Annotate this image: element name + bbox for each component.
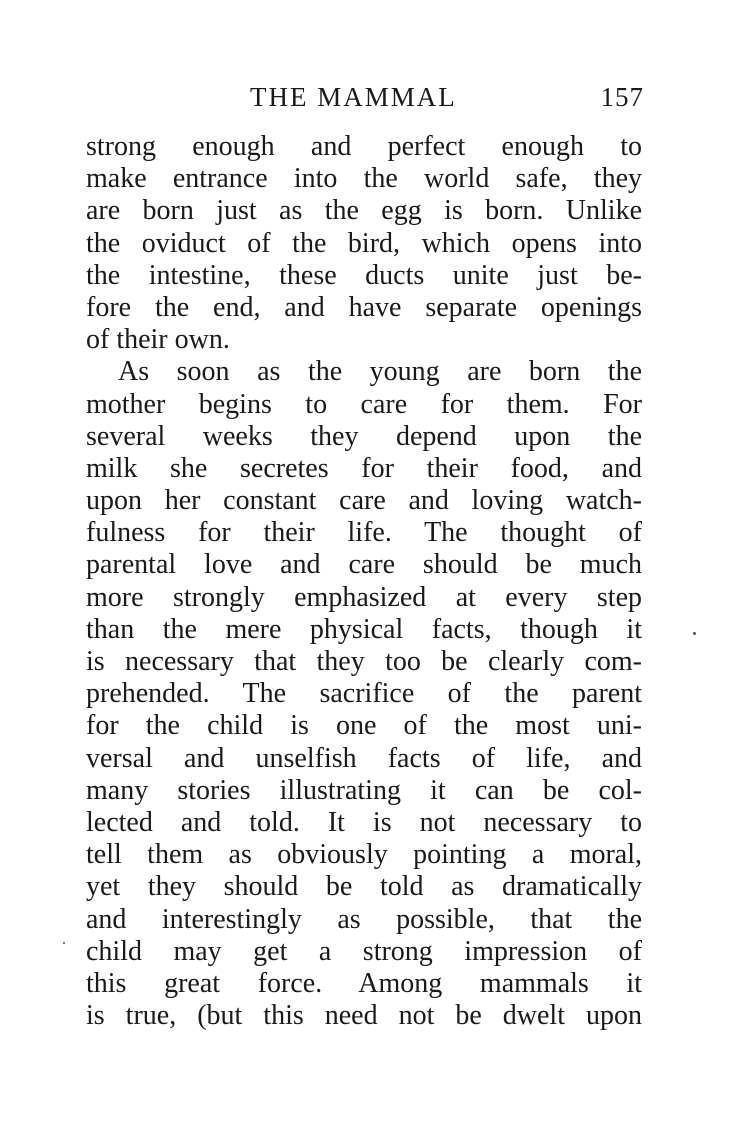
- text-line: is necessary that they too be clearly com-: [86, 646, 642, 677]
- text-line: than the mere physical facts, though it: [86, 613, 642, 645]
- text-line: are born just as the egg is born. Unlike: [86, 195, 642, 227]
- text-line: fore the end, and have separate openings: [86, 291, 642, 323]
- text-line: several weeks they depend upon the: [86, 420, 642, 452]
- body-text: [86, 131, 642, 1032]
- text-line: the intestine, these ducts unite just be-: [86, 259, 642, 291]
- text-line: mother begins to care for them. For: [86, 388, 642, 420]
- ink-speck: [693, 632, 696, 635]
- text-line: and interestingly as possible, that the: [86, 903, 642, 935]
- text-line: upon her constant care and loving watch-: [86, 485, 642, 517]
- text-line: more strongly emphasized at every step: [86, 581, 642, 613]
- text-line: As soon as the young are born the: [118, 356, 642, 388]
- text-line: for the child is one of the most uni-: [86, 710, 642, 742]
- paragraph-2: [86, 356, 642, 1032]
- text-line: the oviduct of the bird, which opens into: [86, 227, 642, 259]
- page-number: 157: [600, 82, 644, 112]
- text-line: strong enough and perfect enough to: [86, 131, 642, 162]
- running-head: [84, 82, 644, 116]
- text-line: prehended. The sacrifice of the parent: [86, 678, 642, 710]
- text-line: fulness for their life. The thought of: [86, 517, 642, 549]
- text-line: of their own.: [86, 324, 230, 356]
- text-line: yet they should be told as dramatically: [86, 871, 642, 903]
- text-line: this great force. Among mammals it: [86, 967, 642, 999]
- text-line: parental love and care should be much: [86, 549, 642, 581]
- text-line: many stories illustrating it can be col-: [86, 774, 642, 806]
- text-line: is true, (but this need not be dwelt upon: [86, 1000, 642, 1032]
- running-title: THE MAMMAL: [250, 82, 457, 112]
- ink-speck: [63, 942, 65, 944]
- text-line: lected and told. It is not necessary to: [86, 806, 642, 838]
- text-line: make entrance into the world safe, they: [86, 163, 642, 195]
- paragraph-1: [86, 131, 642, 356]
- text-line: child may get a strong impression of: [86, 935, 642, 967]
- text-line: versal and unselfish facts of life, and: [86, 742, 642, 774]
- text-line: milk she secretes for their food, and: [86, 452, 642, 484]
- text-line: tell them as obviously pointing a moral,: [86, 839, 642, 871]
